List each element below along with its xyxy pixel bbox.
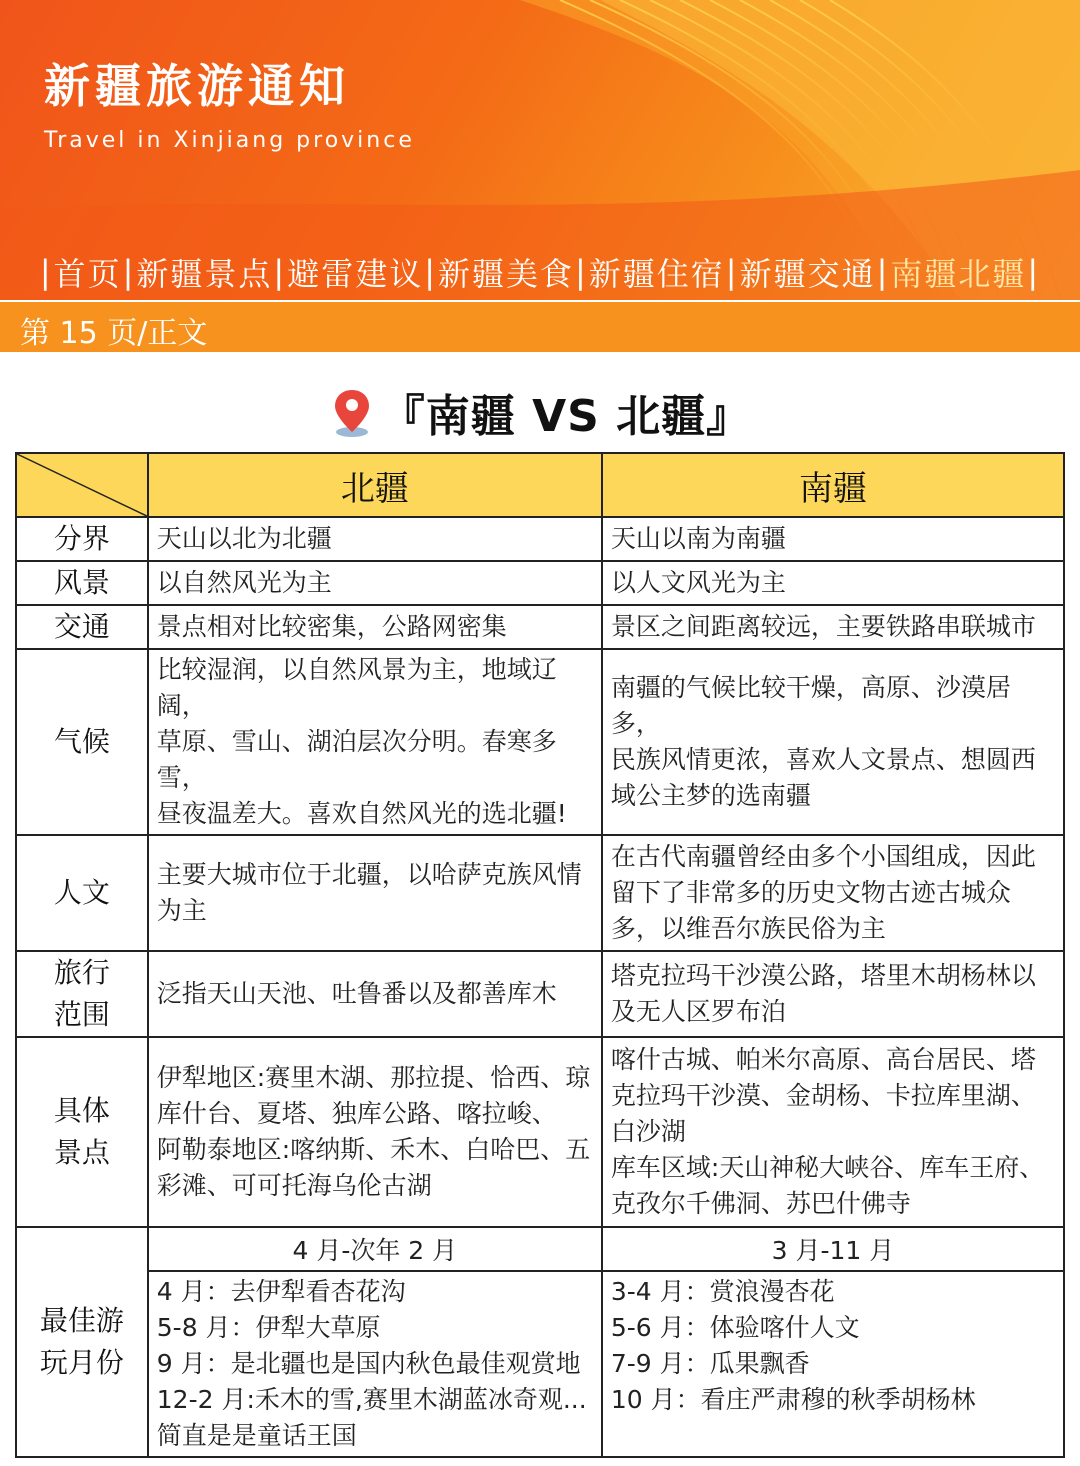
column-header-south: 南疆 [602, 453, 1064, 517]
nav-item-attractions[interactable]: 新疆景点 [136, 255, 273, 293]
cell-north-range: 4 月-次年 2 月 [148, 1227, 602, 1271]
row-label: 具体 景点 [16, 1037, 148, 1227]
row-label: 交通 [16, 605, 148, 649]
cell-south-range: 3 月-11 月 [602, 1227, 1064, 1271]
cell-south: 喀什古城、帕米尔高原、高台居民、塔 克拉玛干沙漠、金胡杨、卡拉库里湖、 白沙湖 库车区域:天山神秘大峡谷、库车王府、 克孜尔千佛洞、苏巴什佛寺 [602, 1037, 1064, 1227]
nav-item-food[interactable]: 新疆美食 [437, 255, 574, 293]
cell-north: 伊犁地区:赛里木湖、那拉提、恰西、琼 库什台、夏塔、独库公路、喀拉峻、 阿勒泰地区:喀纳斯、禾木、白哈巴、五 彩滩、可可托海乌伦古湖 [148, 1037, 602, 1227]
row-label: 人文 [16, 835, 148, 951]
nav-item-south-north[interactable]: 南疆北疆 [890, 255, 1027, 293]
cell-south: 在古代南疆曾经由多个小国组成，因此 留下了非常多的历史文物古迹古城众 多，以维吾尔族民俗为主 [602, 835, 1064, 951]
table-row [16, 1227, 1064, 1271]
table-header-row [16, 453, 1064, 517]
cell-north: 4 月：去伊犁看杏花沟 5-8 月：伊犁大草原 9 月：是北疆也是国内秋色最佳观赏地 12-2 月:禾木的雪,赛里木湖蓝冰奇观... 简直是是童话王国 [148, 1271, 602, 1457]
row-label: 旅行 范围 [16, 951, 148, 1037]
cell-south: 塔克拉玛干沙漠公路，塔里木胡杨林以 及无人区罗布泊 [602, 951, 1064, 1037]
diagonal-line [17, 454, 147, 516]
table-row [16, 649, 1064, 835]
top-nav: | 首页 | 新疆景点 | 避雷建议 | 新疆美食 | 新疆住宿 | 新疆交通 | 南疆北疆 | [0, 246, 1080, 298]
table-row [16, 835, 1064, 951]
table-row [16, 951, 1064, 1037]
site-subtitle: Travel in Xinjiang province [44, 128, 415, 153]
row-label: 分界 [16, 517, 148, 561]
cell-north: 主要大城市位于北疆，以哈萨克族风情 为主 [148, 835, 602, 951]
cell-north: 泛指天山天池、吐鲁番以及都善库木 [148, 951, 602, 1037]
cell-south: 景区之间距离较远，主要铁路串联城市 [602, 605, 1064, 649]
cell-south: 3-4 月：赏浪漫杏花 5-6 月：体验喀什人文 7-9 月：瓜果飘香 10 月：看庄严肃穆的秋季胡杨林 [602, 1271, 1064, 1457]
cell-north: 景点相对比较密集，公路网密集 [148, 605, 602, 649]
page-bar [0, 302, 1080, 352]
nav-item-lodging[interactable]: 新疆住宿 [588, 255, 725, 293]
nav-item-home[interactable]: 首页 [53, 255, 122, 293]
cell-south: 以人文风光为主 [602, 561, 1064, 605]
cell-north: 天山以北为北疆 [148, 517, 602, 561]
location-pin-icon [329, 386, 375, 438]
nav-item-tips[interactable]: 避雷建议 [287, 255, 424, 293]
site-title: 新疆旅游通知 [44, 59, 350, 113]
row-label: 最佳游 玩月份 [16, 1227, 148, 1457]
cell-north: 以自然风光为主 [148, 561, 602, 605]
table-row [16, 1037, 1064, 1227]
column-header-north: 北疆 [148, 453, 602, 517]
section-title: 『南疆 VS 北疆』 [380, 391, 752, 442]
nav-item-transport[interactable]: 新疆交通 [739, 255, 876, 293]
page-label: 第 15 页/正文 [20, 316, 208, 351]
section-heading [0, 382, 1080, 442]
table-corner-cell [16, 453, 148, 517]
cell-south: 南疆的气候比较干燥，高原、沙漠居多， 民族风情更浓，喜欢人文景点、想圆西 域公主梦的选南疆 [602, 649, 1064, 835]
row-label: 风景 [16, 561, 148, 605]
table-row [16, 605, 1064, 649]
table-row [16, 1271, 1064, 1457]
row-label: 气候 [16, 649, 148, 835]
comparison-table [15, 452, 1065, 1458]
cell-north: 比较湿润，以自然风景为主，地域辽阔， 草原、雪山、湖泊层次分明。春寒多雪， 昼夜温差大。喜欢自然风光的选北疆! [148, 649, 602, 835]
table-row [16, 517, 1064, 561]
table-row [16, 561, 1064, 605]
cell-south: 天山以南为南疆 [602, 517, 1064, 561]
